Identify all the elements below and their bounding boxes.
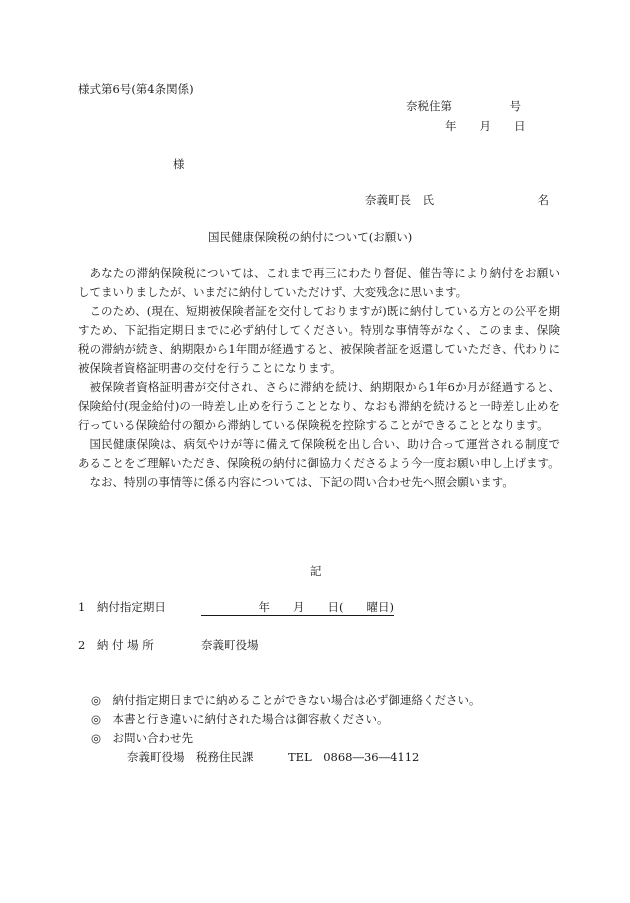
- document-number: 奈税住第 号: [406, 99, 521, 113]
- item-payment-deadline-value: [201, 602, 394, 616]
- inquiry-contact: 奈義町役場 税務住民課 TEL 0868―36―4112: [127, 750, 420, 764]
- body-paragraph: このため、(現在、短期被保険者証を交付しておりますが)既に納付している方との公平を期すため、下記指定期日までに必ず納付してください。特別な事情等がなく、このまま、保険税の滞納が続き、納期限から1年間が経過すると、被保険者証を返還していただき、代わりに被保険者資格証明書の交付を行うことになります。: [78, 304, 560, 375]
- addressee-honorific: 様: [173, 157, 185, 171]
- note-inquiry-heading: ◎ お問い合わせ先: [91, 731, 194, 745]
- note-crossed-payment: ◎ 本書と行き違いに納付された場合は御容赦ください。: [91, 712, 389, 726]
- document-title: 国民健康保険税の納付について(お願い): [208, 230, 413, 244]
- body-text: [78, 264, 560, 492]
- item-payment-place-label: 2 納 付 場 所: [78, 638, 154, 652]
- sender-name: 奈義町長 氏 名: [365, 193, 549, 207]
- issue-date: 年 月 日: [445, 119, 526, 133]
- ki-heading: 記: [310, 564, 322, 578]
- body-paragraph: なお、特別の事情等に係る内容については、下記の問い合わせ先へ照会願います。: [89, 475, 514, 489]
- item-payment-place-value: 奈義町役場: [201, 638, 259, 652]
- item-payment-deadline-label: 1 納付指定期日: [78, 600, 166, 614]
- body-paragraph: 国民健康保険は、病気やけが等に備えて保険税を出し合い、助け合って運営される制度であることをご理解いただき、保険税の納付に御協力くださるよう今一度お願い申し上げます。: [78, 437, 560, 470]
- payment-deadline-field: 年 月 日( 曜日): [201, 600, 394, 614]
- body-paragraph: あなたの滞納保険税については、これまで再三にわたり督促、催告等により納付をお願いしてまいりましたが、いまだに納付していただけず、大変残念に思います。: [78, 266, 560, 299]
- form-number-label: 様式第6号(第4条関係): [78, 82, 194, 96]
- body-paragraph: 被保険者資格証明書が交付され、さらに滞納を続け、納期限から1年6か月が経過すると、保険給付(現金給付)の一時差し止めを行うこととなり、なおも滞納を続けると一時差し止めを行っている保険給付の額から滞納している保険税を控除することができることとなります。: [78, 380, 560, 432]
- note-contact-if-late: ◎ 納付指定期日までに納めることができない場合は必ず御連絡ください。: [91, 693, 481, 707]
